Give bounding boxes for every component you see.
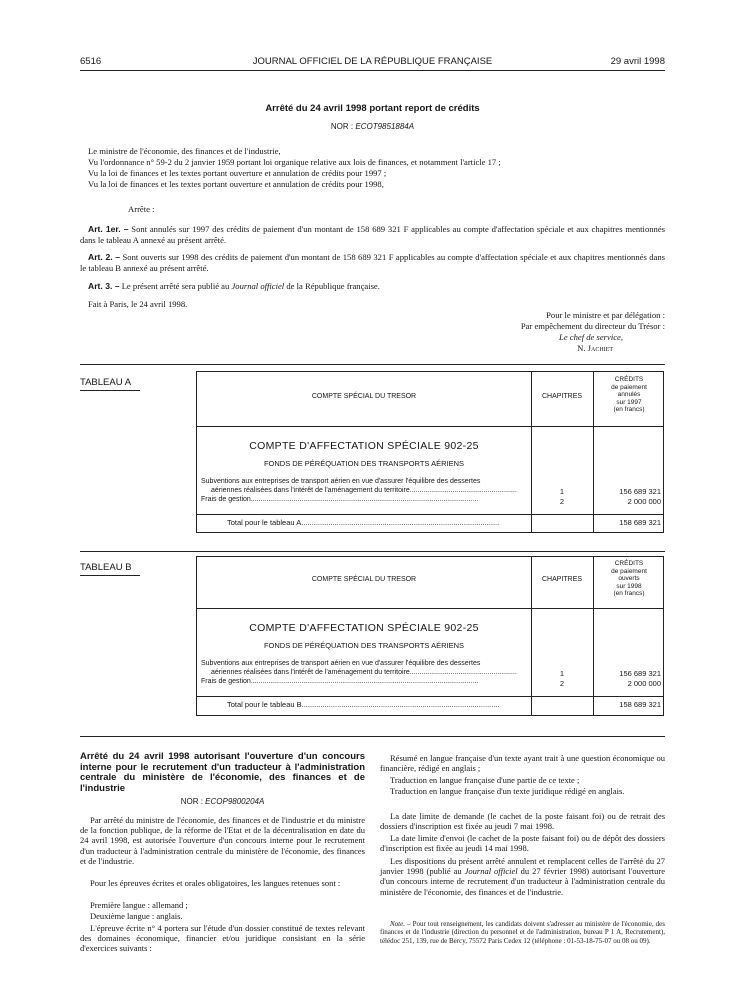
preamble-line-4: Vu la loi de finances et les textes portant ouverture et annulation de crédits pour 1998, bbox=[88, 179, 384, 189]
arrete2-title: Arrêté du 24 avril 1998 autorisant l'ouverture d'un concours interne pour le recrutement d'un traducteur à l'administration centrale du ministère de l'économie, des finances et de l'industrie bbox=[80, 751, 365, 794]
tableau-a-fund-title: FONDS DE PÉRÉQUATION DES TRANSPORTS AÉRIENS bbox=[263, 459, 465, 468]
tableau-a-row-1-amount: 156 689 321 bbox=[619, 487, 661, 496]
article-1-label: Art. 1er. – bbox=[88, 224, 129, 234]
tableau-a-total-label: Total pour le tableau A............................................................................................... bbox=[227, 518, 500, 527]
tableau-b-row-2-chapter: 2 bbox=[559, 679, 565, 688]
arrete2-nor-code: ECOP9800204A bbox=[205, 797, 265, 806]
arrete2-right-para-2: Traduction en langue française d'une partie de ce texte ; bbox=[390, 775, 580, 785]
arrete1-nor: NOR : ECOT9851884A bbox=[330, 122, 415, 131]
tableau-a-top-rule bbox=[80, 364, 665, 365]
tableau-b-row-1-amount: 156 689 321 bbox=[619, 669, 661, 678]
arrete1-nor-code: ECOT9851884A bbox=[355, 122, 415, 131]
signature-name: N. Jachiet bbox=[577, 343, 613, 353]
journal-title: JOURNAL OFFICIEL DE LA RÉPUBLIQUE FRANÇAISE bbox=[252, 56, 493, 67]
tableau-b bbox=[196, 556, 664, 716]
article-2-text: Sont ouverts sur 1998 des crédits de paiement d'un montant de 158 689 321 F applicables au compte d'affectation spéciale et aux chapitres mentionnés dans le tableau B annexé au présent arrêté. bbox=[80, 252, 665, 273]
note-text: Pour tout renseignement, les candidats doivent s'adresser au ministère de l'économie, des finances et de l'industrie (direction du personnel et de l'administration, bureau P 1 A, Recrutement), télédoc 251, 139, rue de Bercy, 75572 Paris Cedex 12 (téléphone : 01-53-18-75-07 ou 08 ou 09). bbox=[380, 920, 665, 945]
tableau-a-col2-header: CHAPITRES bbox=[541, 393, 583, 400]
tableau-b-col2-header: CHAPITRES bbox=[541, 576, 583, 583]
tableau-b-label-rule bbox=[80, 575, 140, 576]
page-number: 6516 bbox=[80, 56, 102, 67]
signature-line-1: Pour le ministre et par délégation : bbox=[546, 310, 665, 320]
tableau-b-row-1-chapter: 1 bbox=[559, 669, 565, 678]
arrete2-right-para-4: La date limite de demande (le cachet de la poste faisant foi) ou de retrait des dossiers d'inscription est fixée au jeudi 7 mai 1998. bbox=[380, 811, 665, 832]
preamble-line-1: Le ministre de l'économie, des finances et de l'industrie, bbox=[88, 146, 281, 156]
tableau-a bbox=[196, 371, 664, 533]
fait-a-paris: Fait à Paris, le 24 avril 1998. bbox=[88, 299, 188, 309]
tableau-b-total-amount: 158 689 321 bbox=[619, 700, 661, 709]
tableau-a-label-rule bbox=[80, 390, 140, 391]
tableau-b-col3-header: CRÉDITS de paiement ouverts sur 1998 (en francs) bbox=[611, 560, 647, 597]
preamble-line-3: Vu la loi de finances et les textes portant ouverture et annulation de crédits pour 1997 ; bbox=[88, 168, 387, 178]
tableau-a-total-amount: 158 689 321 bbox=[619, 518, 661, 527]
arrete2-right-para-1: Résumé en langue française d'un texte ayant trait à une question économique ou financière, rédigé en anglais ; bbox=[380, 753, 665, 774]
arrete2-left-para-5: L'épreuve écrite n° 4 portera sur l'étude d'un dossier constitué de textes relevant des domaines économique, financier et/ou juridique consistant en la série d'exercices suivants : bbox=[80, 923, 365, 954]
tableau-b-account-title: COMPTE D'AFFECTATION SPÉCIALE 902-25 bbox=[249, 622, 479, 634]
tableau-a-row-1: Subventions aux entreprises de transport aérien en vue d'assurer l'équilibre des dessertes aériennes réalisées dans l'intérêt de l'aménagement du territoire....................................................... bbox=[201, 478, 517, 494]
issue-date: 29 avril 1998 bbox=[610, 56, 665, 67]
article-1 bbox=[80, 224, 665, 246]
tableau-b-row-2: Frais de gestion..................................................................................................................... bbox=[201, 678, 479, 685]
tableau-b-total-label: Total pour le tableau B............................................................................................... bbox=[227, 700, 500, 709]
section-rule bbox=[80, 736, 665, 737]
tableau-a-col1-header: COMPTE SPÉCIAL DU TRESOR bbox=[311, 393, 417, 400]
arrete2-nor: NOR : ECOP9800204A bbox=[180, 797, 265, 806]
signature-line-2: Par empêchement du directeur du Trésor : bbox=[520, 321, 665, 331]
arrete2-left-para-2: Pour les épreuves écrites et orales obligatoires, les langues retenues sont : bbox=[90, 878, 341, 888]
signature-block bbox=[360, 310, 665, 354]
arrete2-note bbox=[380, 920, 665, 945]
tableau-a-row-1-chapter: 1 bbox=[559, 487, 565, 496]
arrete-word: Arrête : bbox=[128, 204, 155, 214]
arrete2-left-para-3: Première langue : allemand ; bbox=[90, 900, 188, 910]
tableau-a-label: TABLEAU A bbox=[80, 377, 132, 388]
arrete2-right-para-6: Les dispositions du présent arrêté annulent et remplacent celles de l'arrêté du 27 janvier 1998 (publié au Journal officiel du 27 février 1998) autorisant l'ouverture d'un concours interne de recrutement d'un traducteur à l'administration centrale du ministère de l'économie, des finances et de l'industrie. bbox=[380, 856, 666, 897]
tableau-a-row-2-chapter: 2 bbox=[559, 497, 565, 506]
tableau-b-fund-title: FONDS DE PÉRÉQUATION DES TRANSPORTS AÉRIENS bbox=[263, 641, 465, 650]
arrete2-right-para-5: La date limite d'envoi (le cachet de la poste faisant foi) ou de dépôt des dossiers d'inscription est fixée au jeudi 14 mai 1998. bbox=[380, 833, 665, 854]
tableau-b-label: TABLEAU B bbox=[80, 562, 132, 573]
article-1-text: Sont annulés sur 1997 des crédits de paiement d'un montant de 158 689 321 F applicables au compte d'affectation spéciale et aux chapitres mentionnés dans le tableau A annexé au présent arrêté. bbox=[80, 224, 665, 245]
article-3-label: Art. 3. – bbox=[88, 281, 120, 291]
tableau-a-col3-header: CRÉDITS de paiement annulés sur 1997 (en francs) bbox=[611, 376, 647, 413]
arrete2-right-para-3: Traduction en langue française d'un texte juridique rédigé en anglais. bbox=[390, 786, 625, 796]
tableau-b-col1-header: COMPTE SPÉCIAL DU TRESOR bbox=[311, 576, 417, 583]
tableau-b-row-1: Subventions aux entreprises de transport aérien en vue d'assurer l'équilibre des dessertes aériennes réalisées dans l'intérêt de l'aménagement du territoire....................................................... bbox=[201, 660, 517, 676]
note-label: Note. – bbox=[390, 920, 411, 928]
arrete1-title: Arrêté du 24 avril 1998 portant report de crédits bbox=[265, 103, 480, 114]
tableau-a-account-title: COMPTE D'AFFECTATION SPÉCIALE 902-25 bbox=[249, 440, 479, 452]
tableau-b-top-rule bbox=[80, 551, 665, 552]
article-2 bbox=[80, 252, 665, 274]
arrete2-left-para-4: Deuxième langue : anglais. bbox=[90, 911, 183, 921]
preamble-line-2: Vu l'ordonnance n° 59-2 du 2 janvier 1959 portant loi organique relative aux lois de finances, et notamment l'article 17 ; bbox=[88, 157, 501, 167]
article-3: Art. 3. – Le présent arrêté sera publié au Journal officiel de la République française. bbox=[88, 281, 380, 291]
tableau-b-row-2-amount: 2 000 000 bbox=[627, 679, 661, 688]
arrete2-left-para-1: Par arrêté du ministre de l'économie, des finances et de l'industrie et du ministre de la fonction publique, de la réforme de l'Etat et de la décentralisation en date du 24 avril 1998, est autorisée l'ouverture d'un concours interne pour le recrutement d'un traducteur à l'administration centrale du ministère de l'économie, des finances et de l'industrie. bbox=[80, 815, 365, 866]
tableau-a-row-2: Frais de gestion..................................................................................................................... bbox=[201, 496, 479, 503]
article-2-label: Art. 2. – bbox=[88, 252, 121, 262]
signature-line-3: Le chef de service, bbox=[559, 332, 623, 342]
tableau-a-row-2-amount: 2 000 000 bbox=[627, 497, 661, 506]
header-rule bbox=[80, 70, 665, 71]
